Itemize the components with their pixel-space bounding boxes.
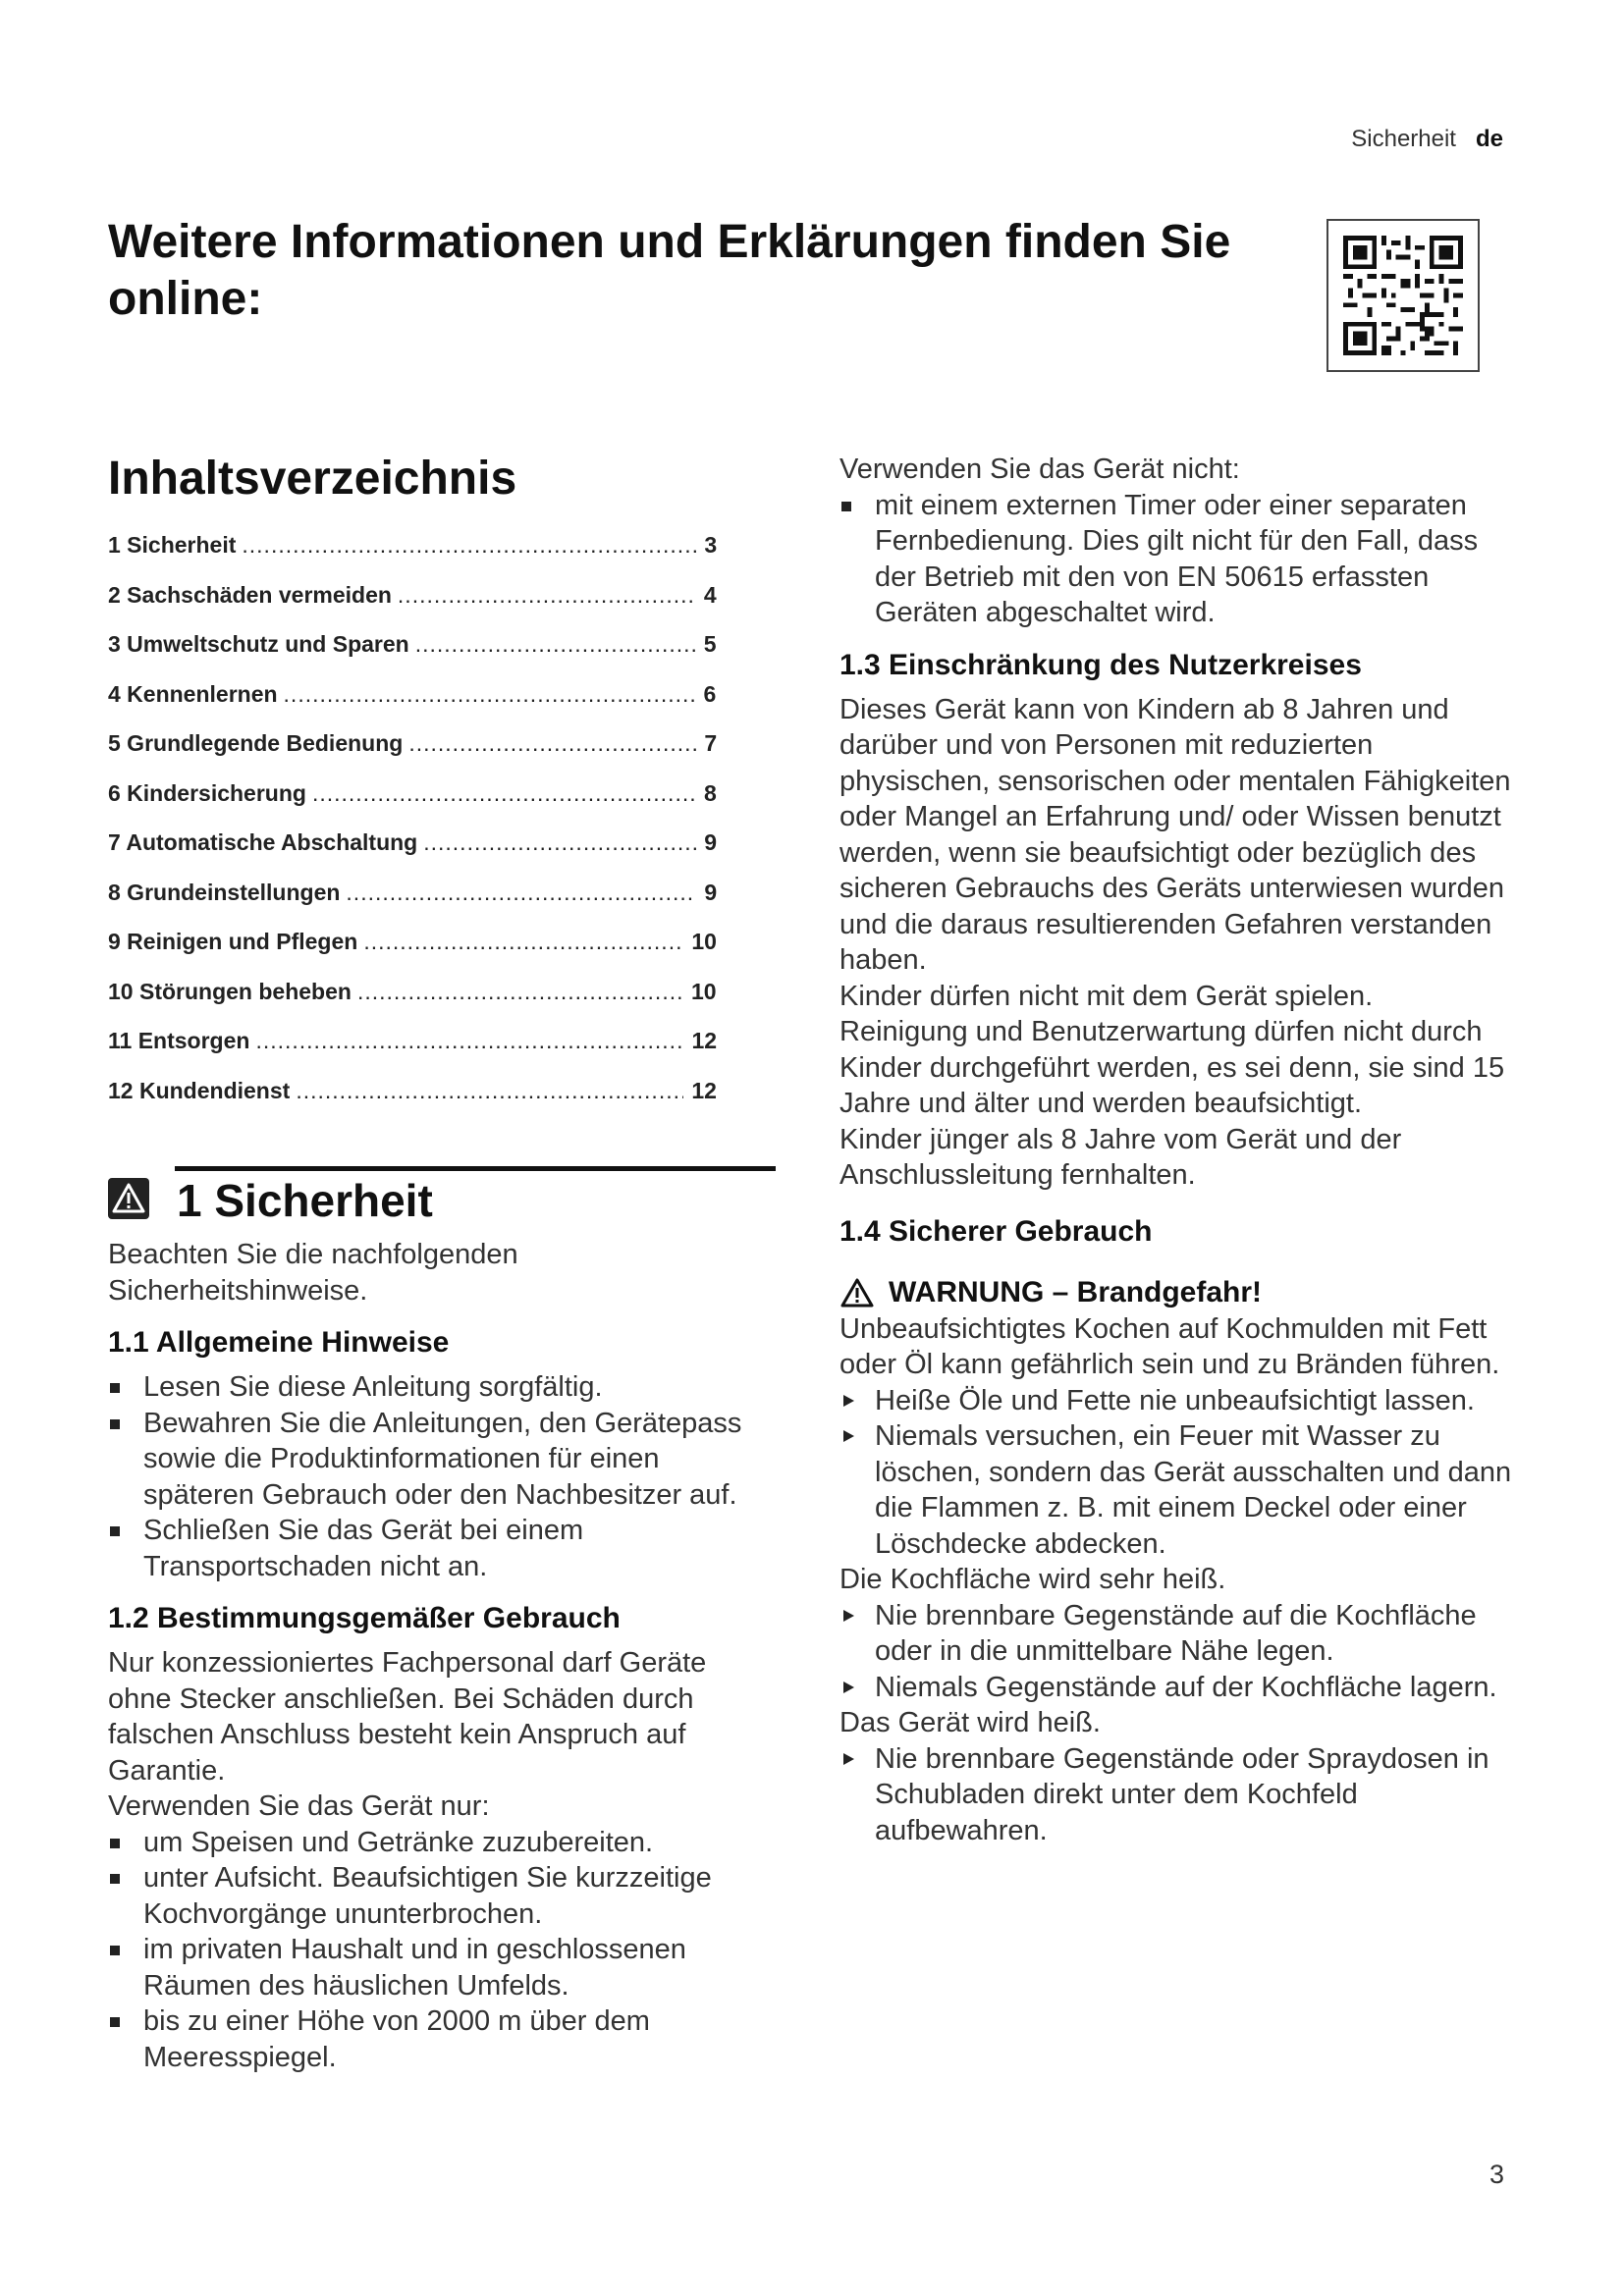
paragraph: Kinder jünger als 8 Jahre vom Gerät und der Anschlussleitung fernhalten.	[839, 1123, 1402, 1191]
header-language: de	[1475, 126, 1503, 152]
toc-entry-page: 10	[690, 978, 717, 1004]
list-item: Niemals versuchen, ein Feuer mit Wasser zu löschen, sondern das Gerät ausschalten und dann die Flammen z. B. mit einem Deckel oder einer Löschdecke abdecken.	[839, 1418, 1517, 1562]
paragraph: Verwenden Sie das Gerät nicht:	[839, 454, 1240, 485]
toc-entry-label: 5 Grundlegende Bedienung	[108, 730, 404, 756]
paragraph: Verwenden Sie das Gerät nur:	[108, 1790, 490, 1822]
toc-entry-label: 8 Grundeinstellungen	[108, 879, 341, 905]
qr-code	[1326, 219, 1480, 372]
toc-leader-dots	[284, 681, 696, 708]
toc-entry-label: 10 Störungen beheben	[108, 978, 352, 1004]
intended-use-list	[108, 1825, 776, 2076]
toc-leader-dots	[363, 929, 683, 955]
paragraph: Nur konzessioniertes Fachpersonal darf Geräte ohne Stecker anschließen. Bei Schäden durch falschen Anschluss besteht kein Anspruch auf Garantie.	[108, 1647, 707, 1787]
toc-entry[interactable]	[108, 979, 776, 1029]
toc-entry-label: 7 Automatische Abschaltung	[108, 829, 418, 855]
paragraph: Dieses Gerät kann von Kindern ab 8 Jahren und darüber und von Personen mit reduzierten physischen, sensorischen oder mentalen Fähigkeiten oder Mangel an Erfahrung und/ oder Wissen benutzt werden, wenn sie beaufsichtigt oder bezüglich des sicheren Gebrauchs des Geräts unterwiesen wurden und die daraus resultierenden Gefahren verstanden haben.	[839, 693, 1511, 976]
left-column	[108, 452, 776, 2075]
toc-entry[interactable]	[108, 681, 776, 731]
toc-entry[interactable]	[108, 880, 776, 930]
toc-leader-dots	[357, 979, 683, 1005]
section-1-3-title: 1.3 Einschränkung des Nutzerkreises	[839, 648, 1362, 681]
paragraph: Kinder dürfen nicht mit dem Gerät spielen.	[839, 980, 1374, 1012]
paragraph: Unbeaufsichtigtes Kochen auf Kochmulden mit Fett oder Öl kann gefährlich sein und zu Bränden führen.	[839, 1312, 1500, 1380]
toc-entry[interactable]	[108, 1028, 776, 1078]
toc-leader-dots	[312, 780, 696, 807]
table-of-contents	[108, 532, 776, 1127]
qr-code-icon	[1343, 236, 1463, 355]
list-item: unter Aufsicht. Beaufsichtigen Sie kurzzeitige Kochvorgänge ununterbrochen.	[108, 1860, 776, 1932]
toc-leader-dots	[346, 880, 696, 906]
header-section: Sicherheit	[1351, 126, 1456, 152]
toc-entry-label: 12 Kundendienst	[108, 1077, 291, 1103]
general-notes-list	[108, 1369, 776, 1584]
toc-entry-page: 7	[704, 730, 718, 756]
section-1-1-title: 1.1 Allgemeine Hinweise	[108, 1326, 450, 1359]
toc-leader-dots	[255, 1028, 683, 1054]
toc-entry[interactable]	[108, 929, 776, 979]
toc-entry-label: 9 Reinigen und Pflegen	[108, 929, 358, 954]
toc-entry[interactable]	[108, 730, 776, 780]
list-item: Nie brennbare Gegenstände auf die Kochfläche oder in die unmittelbare Nähe legen.	[839, 1598, 1517, 1670]
section-rule	[175, 1166, 776, 1171]
section-1-title: 1 Sicherheit	[177, 1175, 433, 1226]
toc-entry-label: 1 Sicherheit	[108, 532, 237, 558]
list-item: Heiße Öle und Fette nie unbeaufsichtigt lassen.	[839, 1383, 1517, 1419]
toc-entry[interactable]	[108, 532, 776, 582]
toc-entry-page: 6	[703, 680, 717, 707]
list-item: im privaten Haushalt und in geschlossenen Räumen des häuslichen Umfelds.	[108, 1932, 776, 2003]
toc-entry-page: 12	[691, 1077, 717, 1103]
not-use-list	[839, 488, 1517, 631]
toc-entry-page: 9	[704, 879, 718, 905]
toc-entry[interactable]	[108, 829, 776, 880]
paragraph: Das Gerät wird heiß.	[839, 1707, 1101, 1738]
list-item: mit einem externen Timer oder einer separaten Fernbedienung. Dies gilt nicht für den Fall, dass der Betrieb mit den von EN 50615 erfassten Geräten abgeschaltet wird.	[839, 488, 1517, 631]
toc-entry-page: 4	[703, 581, 717, 608]
toc-leader-dots	[398, 582, 696, 609]
toc-leader-dots	[415, 631, 696, 658]
toc-entry-page: 9	[704, 829, 718, 855]
toc-entry-page: 8	[703, 779, 717, 806]
list-item: um Speisen und Getränke zuzubereiten.	[108, 1825, 776, 1861]
list-item: Lesen Sie diese Anleitung sorgfältig.	[108, 1369, 776, 1406]
toc-entry-label: 4 Kennenlernen	[108, 680, 278, 707]
section-1-heading	[108, 1166, 776, 1235]
toc-entry-page: 5	[703, 631, 717, 657]
action-list	[839, 1383, 1517, 1563]
toc-entry-label: 11 Entsorgen	[108, 1028, 250, 1053]
toc-entry[interactable]	[108, 1078, 776, 1128]
list-item: Nie brennbare Gegenstände oder Spraydosen in Schubladen direkt unter dem Kochfeld aufbewahren.	[839, 1741, 1517, 1849]
toc-leader-dots	[242, 532, 696, 559]
section-1-intro: Beachten Sie die nachfolgenden Sicherheitshinweise.	[108, 1239, 518, 1307]
page-number: 3	[1489, 2160, 1504, 2189]
toc-entry[interactable]	[108, 631, 776, 681]
list-item: Niemals Gegenstände auf der Kochfläche lagern.	[839, 1670, 1517, 1706]
section-1-2-title: 1.2 Bestimmungsgemäßer Gebrauch	[108, 1602, 621, 1634]
warning-heading	[839, 1274, 1517, 1311]
toc-title: Inhaltsverzeichnis	[108, 453, 517, 505]
section-1-4-title: 1.4 Sicherer Gebrauch	[839, 1214, 1153, 1248]
warning-text: WARNUNG – Brandgefahr!	[889, 1275, 1263, 1308]
toc-entry-page: 3	[704, 532, 718, 558]
warning-triangle-icon	[108, 1178, 149, 1219]
right-column	[839, 452, 1517, 1848]
toc-entry[interactable]	[108, 582, 776, 632]
toc-entry[interactable]	[108, 780, 776, 830]
list-item: Schließen Sie das Gerät bei einem Transportschaden nicht an.	[108, 1513, 776, 1584]
action-list	[839, 1598, 1517, 1706]
toc-entry-label: 2 Sachschäden vermeiden	[108, 581, 392, 608]
toc-leader-dots	[296, 1078, 683, 1104]
warning-triangle-icon	[839, 1277, 875, 1308]
toc-entry-page: 12	[691, 1028, 718, 1053]
toc-entry-label: 3 Umweltschutz und Sparen	[108, 631, 409, 657]
paragraph: Reinigung und Benutzerwartung dürfen nicht durch Kinder durchgeführt werden, es sei denn, sie sind 15 Jahre und älter und werden beaufsichtigt.	[839, 1016, 1505, 1119]
toc-leader-dots	[408, 730, 696, 757]
toc-entry-page: 10	[691, 929, 717, 954]
list-item: Bewahren Sie die Anleitungen, den Gerätepass sowie die Produktinformationen für einen späteren Gebrauch oder den Nachbesitzer auf.	[108, 1406, 776, 1514]
list-item: bis zu einer Höhe von 2000 m über dem Meeresspiegel.	[108, 2003, 776, 2075]
action-list	[839, 1741, 1517, 1849]
page-title: Weitere Informationen und Erklärungen finden Sie online:	[108, 216, 1231, 325]
toc-entry-label: 6 Kindersicherung	[108, 779, 306, 806]
toc-leader-dots	[423, 829, 696, 856]
running-header	[1351, 126, 1503, 153]
paragraph: Die Kochfläche wird sehr heiß.	[839, 1564, 1226, 1595]
